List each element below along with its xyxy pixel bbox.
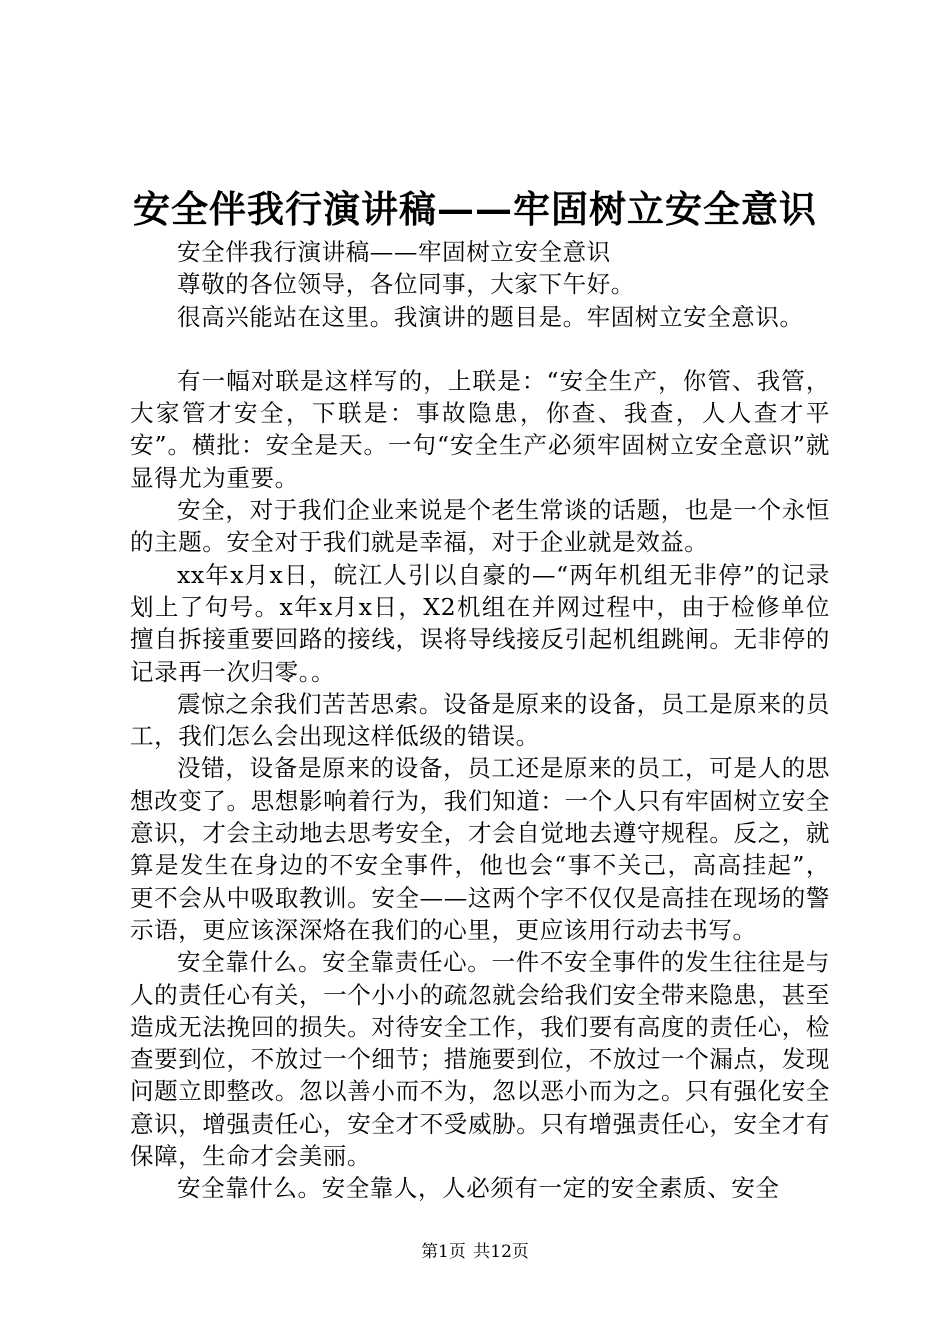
paragraph: 震惊之余我们苦苦思索。设备是原来的设备，员工是原来的员工，我们怎么会出现这样低级的错误。 <box>130 689 830 751</box>
document-body <box>130 236 830 1205</box>
document-title: 安全伴我行演讲稿——牢固树立安全意识 <box>133 187 817 231</box>
blank-line <box>130 333 830 365</box>
paragraph: 安全，对于我们企业来说是个老生常谈的话题，也是一个永恒的主题。安全对于我们就是幸福，对于企业就是效益。 <box>130 496 830 557</box>
paragraph: 安全靠什么。安全靠人，人必须有一定的安全素质、安全 <box>177 1174 780 1203</box>
paragraph: 有一幅对联是这样写的，上联是：“安全生产，你管、我管，大家管才安全，下联是：事故隐患，你查、我查，人人查才平安”。横批：安全是天。一句“安全生产必须牢固树立安全意识”就显得尤为重要。 <box>130 366 830 492</box>
page-number-footer: 第1页 共12页 <box>421 1242 529 1262</box>
paragraph: 尊敬的各位领导，各位同事，大家下午好。 <box>177 270 635 299</box>
paragraph: 安全靠什么。安全靠责任心。一件不安全事件的发生往往是与人的责任心有关，一个小小的疏忽就会给我们安全带来隐患，甚至造成无法挽回的损失。对待安全工作，我们要有高度的责任心，检查要到位，不放过一个细节；措施要到位，不放过一个漏点，发现问题立即整改。忽以善小而不为，忽以恶小而为之。只有强化安全意识，增强责任心，安全才不受威胁。只有增强责任心，安全才有保障，生命才会美丽。 <box>130 948 830 1171</box>
paragraph: xx年x月x日，皖江人引以自豪的—“两年机组无非停”的记录划上了句号。x年x月x日，X2机组在并网过程中，由于检修单位擅自拆接重要回路的接线，误将导线接反引起机组跳闸。无非停的记录再一次归零。。 <box>130 560 830 686</box>
paragraph: 没错，设备是原来的设备，员工还是原来的员工，可是人的思想改变了。思想影响着行为，我们知道：一个人只有牢固树立安全意识，才会主动地去思考安全，才会自觉地去遵守规程。反之，就算是发生在身边的不安全事件，他也会“事不关己，高高挂起”，更不会从中吸取教训。安全——这两个字不仅仅是高挂在现场的警示语，更应该深深烙在我们的心里，更应该用行动去书写。 <box>130 754 830 944</box>
paragraph: 很高兴能站在这里。我演讲的题目是。牢固树立安全意识。 <box>177 302 804 331</box>
paragraph: 安全伴我行演讲稿——牢固树立安全意识 <box>177 238 611 266</box>
